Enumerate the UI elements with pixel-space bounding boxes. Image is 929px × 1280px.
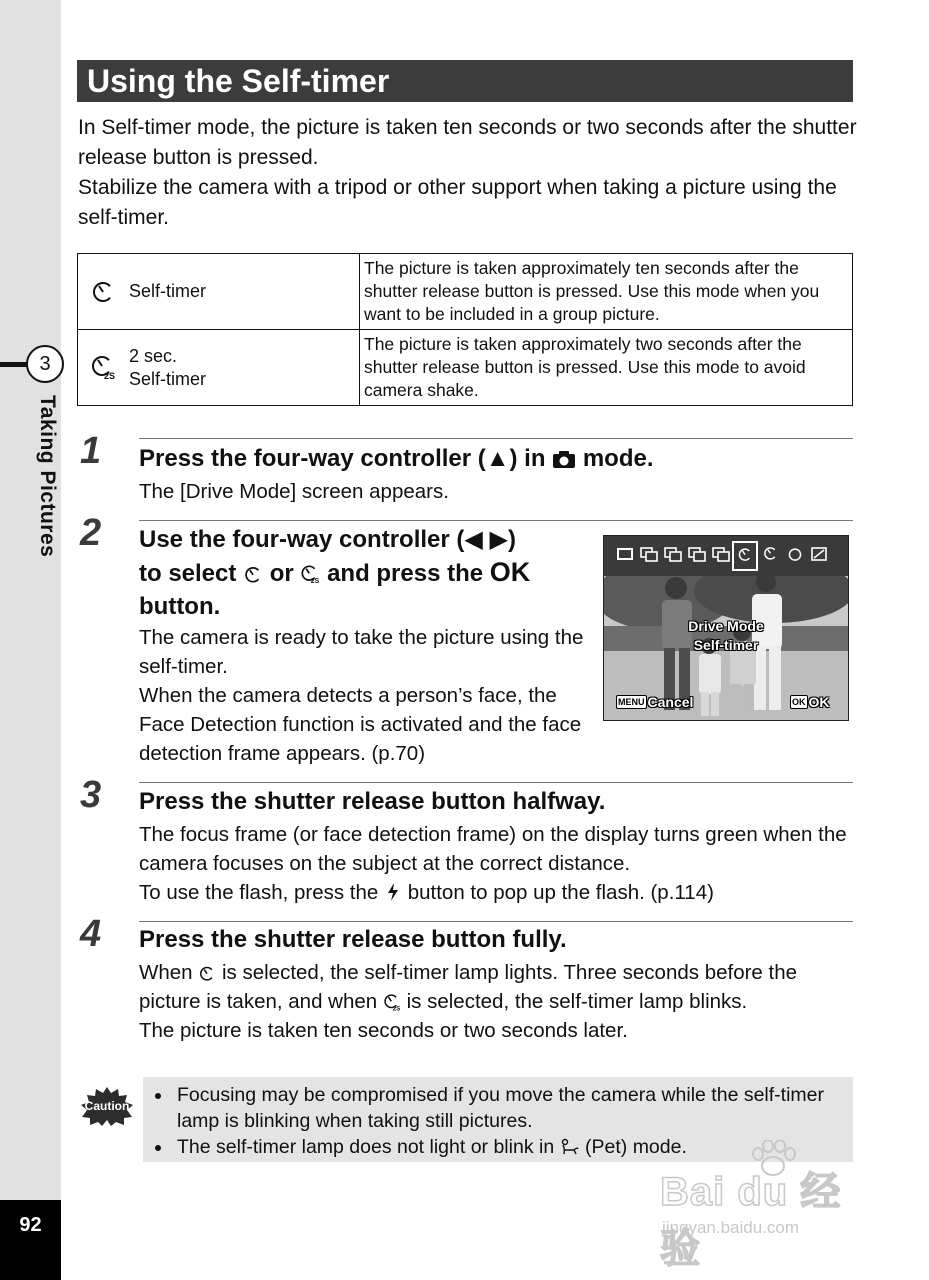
ok-button[interactable] <box>790 694 830 710</box>
watermark-brand: Bai du 经验 <box>660 1170 842 1271</box>
ok-label: OK <box>808 694 830 710</box>
step-heading-text: or <box>269 560 294 587</box>
two-sec-self-timer-icon[interactable] <box>762 546 780 562</box>
two-sec-self-timer-icon <box>383 993 401 1011</box>
step-body-line: When the camera detects a person’s face, the Face Detection function is activated and the face detection frame appears. (p.70) <box>139 684 582 765</box>
step-body-text: button to pop up the flash. (p.114) <box>407 881 714 904</box>
auto-bracket-icon[interactable] <box>810 546 828 562</box>
ok-key: OK <box>792 697 806 707</box>
screen-title: Drive Mode <box>688 618 764 634</box>
step-divider <box>139 520 853 521</box>
burst-medium-icon[interactable] <box>688 546 706 562</box>
mode-description: The picture is taken approximately two seconds after the shutter release button is pressed. Use this mode to avoid camera shake. <box>360 330 853 406</box>
step-heading: Press the shutter release button fully. <box>139 926 567 953</box>
self-timer-icon <box>243 564 263 584</box>
watermark-url: jingyan.baidu.com <box>662 1218 800 1237</box>
step-heading <box>139 442 654 475</box>
step-body-text: When <box>139 961 193 984</box>
burst-high-icon[interactable] <box>712 546 730 562</box>
self-timer-icon[interactable] <box>736 546 754 562</box>
chapter-number: 3 <box>26 345 64 383</box>
step-number: 4 <box>80 913 102 955</box>
intro-line-1: In Self-timer mode, the picture is taken ten seconds or two seconds after the shutter release button is pressed. <box>78 116 857 169</box>
page-title: Using the Self-timer <box>77 60 853 102</box>
step-divider <box>139 782 853 783</box>
camera-icon <box>552 449 576 469</box>
step-body: The [Drive Mode] screen appears. <box>139 480 449 503</box>
caution-text: The self-timer lamp does not light or blink in <box>177 1136 555 1158</box>
intro-text <box>78 113 868 233</box>
chapter-sidebar <box>0 0 61 1280</box>
step-heading-text: button. <box>139 593 221 620</box>
baidu-watermark <box>660 1140 875 1271</box>
step-body <box>139 958 859 1045</box>
intro-line-2: Stabilize the camera with a tripod or other support when taking a picture using the self-timer. <box>78 176 837 229</box>
step-heading-text: mode. <box>582 445 654 472</box>
chapter-title: Taking Pictures <box>36 395 59 558</box>
camera-lcd-screen <box>603 535 849 721</box>
step-body <box>139 820 853 907</box>
caution-badge <box>80 1086 134 1126</box>
cancel-label: Cancel <box>647 694 694 710</box>
mode-name-cell <box>78 330 360 406</box>
mode-description: The picture is taken approximately ten seconds after the shutter release button is pressed. Use this mode when you want to be included in a group picture. <box>360 254 853 330</box>
mode-name-line2: Self-timer <box>129 368 207 389</box>
table-row <box>78 254 853 330</box>
step-heading <box>139 523 589 623</box>
step-body <box>139 623 589 768</box>
two-sec-self-timer-icon <box>300 564 320 584</box>
step-divider <box>139 921 853 922</box>
step-body-line <box>139 958 859 1016</box>
step-number: 1 <box>80 430 102 472</box>
burst-low-icon[interactable] <box>664 546 682 562</box>
mode-name: 2 sec. <box>129 345 178 366</box>
list-item: • Focusing may be compromised if you move the camera while the self-timer lamp is blinking when taking still pictures. <box>173 1082 853 1134</box>
step-heading-text: and press the <box>327 560 484 587</box>
page-number: 92 <box>0 1200 61 1280</box>
caution-text: (Pet) mode. <box>585 1136 687 1158</box>
table-row <box>78 330 853 406</box>
step-heading: Press the shutter release button halfway. <box>139 788 606 815</box>
remote-control-icon[interactable] <box>786 546 804 562</box>
ok-button-label: OK <box>489 557 531 587</box>
mode-table <box>77 253 853 406</box>
mode-name: Self-timer <box>129 281 207 301</box>
svg-text:2S: 2S <box>104 371 116 380</box>
caution-badge-label: Caution <box>84 1099 130 1113</box>
step-body-line <box>139 878 853 907</box>
menu-key: MENU <box>618 697 645 707</box>
step-body-line: The focus frame (or face detection frame) on the display turns green when the camera focuses on the subject at the correct distance. <box>139 823 847 875</box>
self-timer-icon <box>90 278 116 304</box>
step-body-text: To use the flash, press the <box>139 881 379 904</box>
step-body-line: The picture is taken ten seconds or two seconds later. <box>139 1019 628 1042</box>
step-body-text: is selected, the self-timer lamp blinks. <box>406 990 748 1013</box>
screen-subtitle: Self-timer <box>693 637 759 653</box>
cancel-button[interactable] <box>616 694 693 710</box>
step-body-text: is selected, the self-timer lamp lights. Three seconds before the picture is taken, and when <box>139 961 798 1013</box>
flash-icon <box>384 882 402 902</box>
svg-text:2S: 2S <box>311 578 320 584</box>
single-frame-icon[interactable] <box>616 546 634 562</box>
step-heading-text: Press the four-way controller (▲) in <box>139 445 546 472</box>
two-sec-self-timer-icon <box>90 354 116 380</box>
mode-name-cell <box>78 254 360 330</box>
step-number: 2 <box>80 512 102 554</box>
svg-text:2S: 2S <box>392 1005 401 1011</box>
step-heading-text: Use the four-way controller (◀ ▶) <box>139 526 516 553</box>
step-number: 3 <box>80 774 102 816</box>
step-body-line: The camera is ready to take the picture using the self-timer. <box>139 626 584 678</box>
pet-icon <box>560 1138 580 1156</box>
self-timer-icon <box>198 964 216 982</box>
step-divider <box>139 438 853 439</box>
continuous-shooting-icon[interactable] <box>640 546 658 562</box>
step-heading-text: to select <box>139 560 237 587</box>
